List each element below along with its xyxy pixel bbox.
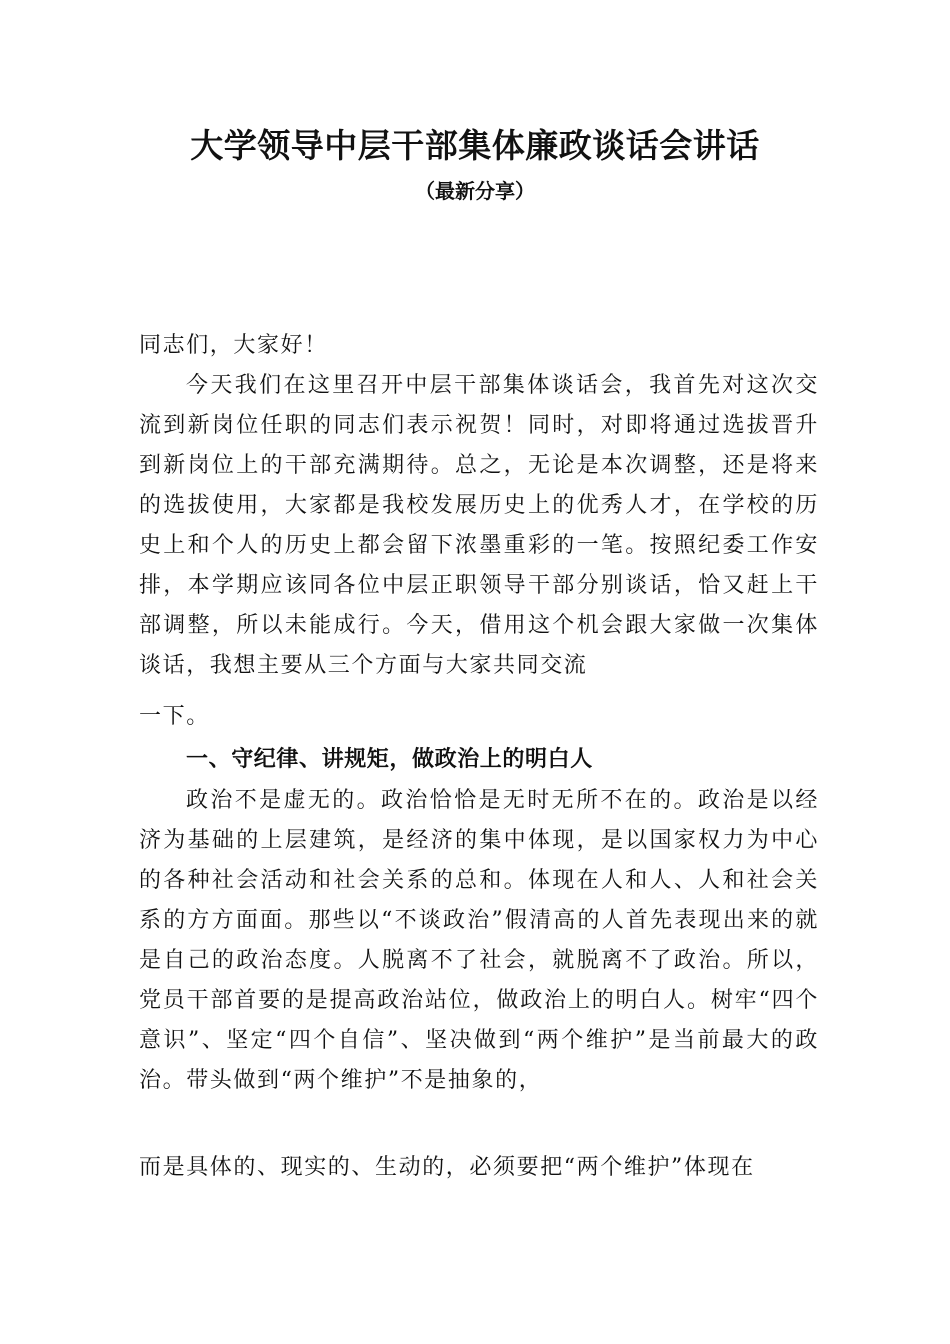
document-title: 大学领导中层干部集体廉政谈话会讲话 — [190, 126, 760, 165]
paragraph-continued: 而是具体的、现实的、生动的，必须要把“两个维护”体现在 — [139, 1155, 755, 1180]
section-heading-1: 一、守纪律、讲规矩，做政治上的明白人 — [186, 747, 593, 772]
document-subtitle: （最新分享） — [415, 179, 535, 203]
paragraph-section-1: 政治不是虚无的。政治恰恰是无时无所不在的。政治是以经济为基础的上层建筑，是经济的集中体现，是以国家权力为中心的各种社会活动和社会关系的总和。体现在人和人、人和社会关系的方方面面。那些以“不谈政治”假清高的人首先表现出来的就是自己的政治态度。人脱离不了社会，就脱离不了政治。所以，党员干部首要的是提高政治站位，做政治上的明白人。树牢“四个意识”、坚定“四个自信”、坚决做到“两个维护”是当前最大的政治。带头做到“两个维护”不是抽象的， — [139, 788, 819, 1093]
paragraph-opening: 今天我们在这里召开中层干部集体谈话会，我首先对这次交流到新岗位任职的同志们表示祝贺！同时，对即将通过选拔晋升到新岗位上的干部充满期待。总之，无论是本次调整，还是将来的选拔使用，大家都是我校发展历史上的优秀人才，在学校的历史上和个人的历史上都会留下浓墨重彩的一笔。按照纪委工作安排，本学期应该同各位中层正职领导干部分别谈话，恰又赶上干部调整，所以未能成行。今天，借用这个机会跟大家做一次集体谈话，我想主要从三个方面与大家共同交流 — [139, 373, 819, 678]
greeting-line: 同志们，大家好！ — [139, 333, 328, 358]
paragraph-opening-tail: 一下。 — [139, 704, 210, 729]
